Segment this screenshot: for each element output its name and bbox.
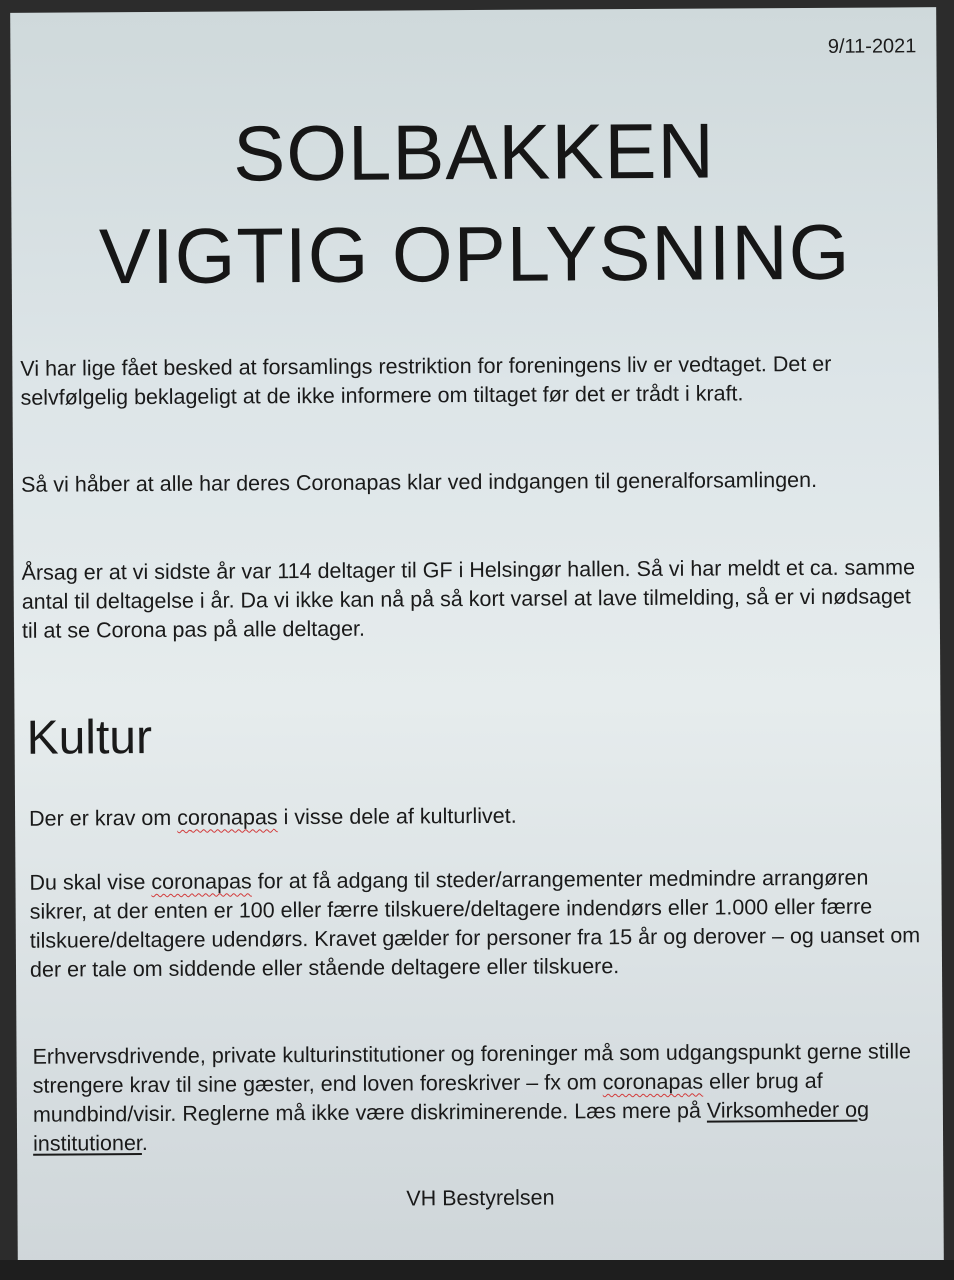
spellcheck-word: coronapas [177,805,278,830]
paragraph-kultur-requirement [29,799,929,833]
text-segment: for at få adgang til steder/arrangementer medmindre arrangøren sikrer, at der enten er 100 eller færre tilskuere/deltagere indendørs eller 1.000 eller færre tilskuere/deltagere udendørs. Kravet gælder for personer fra 15 år og derover – og uanset om der er tale om siddende eller stående deltagere eller tilskuere. [29,865,921,982]
signature: VH Bestyrelsen [406,1185,555,1211]
screen-bezel [0,1260,954,1280]
spellcheck-word: coronapas [602,1069,704,1095]
document-page [10,7,944,1269]
section-heading-kultur: Kultur [26,710,153,765]
paragraph-kultur-business [32,1037,933,1158]
text-segment: Du skal vise [29,869,152,895]
title-line-2: VIGTIG OPLYSNING [98,207,851,301]
text-segment: Erhvervsdrivende, private kulturinstitutioner og foreninger må som udgangspunkt gerne stille strengere krav til sine gæster, end loven foreskriver – fx om [32,1039,911,1098]
text-segment: i visse dele af kulturlivet. [277,803,517,830]
document-date: 9/11-2021 [827,35,917,58]
title-line-1: SOLBAKKEN [232,106,716,198]
text-segment: Der er krav om [29,805,178,831]
paragraph-coronapas: Så vi håber at alle har deres Coronapas klar ved indgangen til generalforsamlingen. [20,467,818,497]
spellcheck-word: coronapas [151,869,252,894]
paragraph-kultur-rules [29,863,930,984]
paragraph-reason: Årsag er at vi sidste år var 114 deltager til GF i Helsingør hallen. Så vi har meldt et ca. samme antal til deltagelse i år. Da vi ikke kan nå på så kort varsel at lave tilmelding, så er vi nødsaget til at se Corona pas på alle deltager. [21,555,916,643]
paragraph-restriction: Vi har lige fået besked at forsamlings restriktion for foreningens liv er vedtaget. Det er selvfølgelig beklageligt at de ikke informere om tiltaget før det er trådt i kraft. [20,351,832,410]
virksomheder-link[interactable]: Virksomheder og institutioner [33,1097,870,1156]
text-segment: . [141,1131,148,1156]
text-segment: eller brug af mundbind/visir. Reglerne må ikke være diskriminerende. Læs mere på [32,1068,823,1127]
